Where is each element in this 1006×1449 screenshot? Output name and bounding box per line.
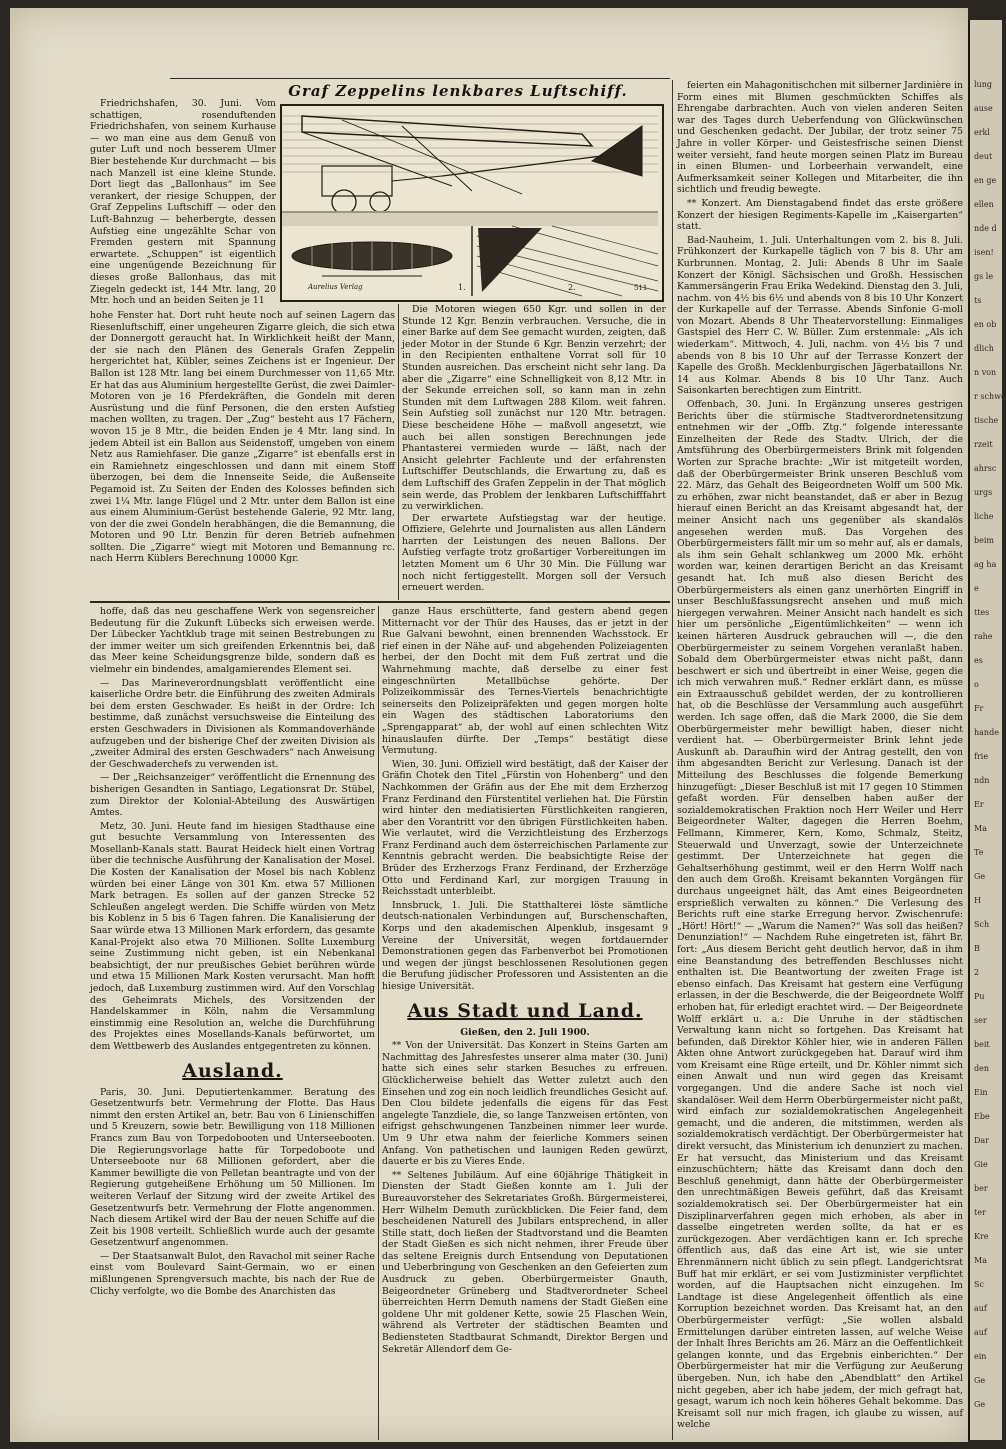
section-divider [90, 601, 670, 603]
adjacent-page-edge [968, 20, 1006, 1440]
adjacent-page-fragment: ser [974, 1016, 987, 1025]
column-rule [378, 606, 379, 1440]
marine-paragraph: — Das Marineverordnungsblatt veröffentlicht eine kaiserliche Ordre betr. die Einführung des zweiten Admirals bei dem ersten Geschwader. Es heißt in der Ordre: Ich bestimme, daß zunächst versuchsweise die Einteilung des ersten Geschwaders in Divisionen als Kommandoverhände aufzugeben und der bisherige Chef der zweiten Division als „zweiter Admiral des ersten Geschwaders“ nach Anweisung der Geschwaderchefs zu verwenden ist. [90, 677, 375, 770]
adjacent-page-fragment: isen! [974, 248, 994, 257]
top-rule [170, 78, 670, 79]
zeppelin-article-start [90, 98, 276, 312]
adjacent-page-fragment: Te [974, 848, 984, 857]
ausland-heading: Ausland. [182, 1059, 283, 1082]
adjacent-page-fragment: frie [974, 752, 989, 761]
adjacent-page-fragment: ahrsc [974, 464, 997, 473]
illustration-label-number: 511 [634, 284, 648, 292]
bulot-paragraph: — Der Staatsanwalt Bulot, den Ravachol mit seiner Rache einst vom Boulevard Saint-Germain, wo er einen mißlungenen Sprengversuch machte, bis nach der Rue de Clichy verfolgte, wo die Bombe des Anarchisten das [90, 1250, 375, 1297]
adjacent-page-fragment: rahe [974, 632, 993, 641]
airship-drawing [282, 106, 658, 296]
adjacent-page-fragment: Ge [974, 1376, 986, 1385]
adjacent-page-fragment: ber [974, 1184, 988, 1193]
konzert-paragraph: ** Konzert. Am Dienstagabend findet das erste größere Konzert der hiesigen Regiments-Kapelle im „Kaisergarten“ statt. [677, 197, 963, 233]
adjacent-page-fragment: ter [974, 1208, 986, 1217]
adjacent-page-fragment: ts [974, 296, 982, 305]
adjacent-page-fragment: tische [974, 416, 999, 425]
adjacent-page-fragment: beit [974, 1040, 990, 1049]
adjacent-page-fragment: auf [974, 1328, 987, 1337]
illustration-label-2: 2. [568, 283, 576, 292]
zeppelin-headline: Graf Zeppelins lenkbares Luftschiff. [288, 82, 628, 100]
adjacent-page-fragment: Kre [974, 1232, 989, 1241]
adjacent-page-fragment: Pu [974, 992, 985, 1001]
zeppelin-illustration [280, 104, 664, 302]
innsbruck-paragraph: Innsbruck, 1. Juli. Die Statthalterei löste sämtliche deutsch-nationalen Verbindungen auf, Burschenschaften, Korps und den akademischen Alpenklub, insgesamt 9 Vereine der Universität, wegen fortdauernder Demonstrationen gegen das Farbenverbot bei Promotionen und wegen der jüngst beschlossenen Resolutionen gegen die Berufung jüdischer Professoren und Assistenten an die hiesige Universität. [382, 899, 668, 992]
adjacent-page-fragment: e [974, 584, 979, 593]
adjacent-page-fragment: Ein [974, 1088, 988, 1097]
paris-bomb-paragraph: ganze Haus erschütterte, fand gestern abend gegen Mitternacht vor der Thür des Hauses, das er jetzt in der Rue Galvani bewohnt, einen brennenden Wachsstock. Er rief einen in der Nähe auf- und abgehenden Polizeiagenten herbei, der den Docht mit dem Fuß zertrat und die Wahrnehmung machte, daß derselbe zu einer fest eingeschnürten Metallbüchse gehörte. Der Polizeikommissär des Ternes-Viertels benachrichtigte seinerseits den Polizeipräfekten und gegen morgen holte ein Wagen des städtischen Laboratoriums den „Sprengapparat“ ab, der wohl auf einen schlechten Witz hinauslaufen dürfte. Der „Temps“ bestätigt diese Vermutung. [382, 606, 668, 757]
metz-paragraph: Metz, 30. Juni. Heute fand im hiesigen Stadthause eine gut besuchte Versammlung von Interessenten des Mosellanb-Kanals statt. Baurat Heideck hielt einen Vortrag über die technische Ausführung der Kanalisation der Mosel. Die Kosten der Kanalisation der Mosel bis nach Koblenz würden bei einer Länge von 301 Km. etwa 57 Millionen Mark betragen. Es sollen auf der ganzen Strecke 52 Schleußen angelegt werden. Die Schiffe würden von Metz bis Koblenz in 5 bis 6 Tagen fahren. Die Kanalisierung der Saar würde etwa 13 Millionen Mark erfordern, das gesamte Kanal-Projekt also etwa 70 Millionen. Sollte Luxemburg seine Zustimmung nicht geben, ist ein Nebenkanal beabsichtigt, der nur preußisches Gebiet berühren würde und etwa 15 Millionen Mark Kosten verursacht. Man hofft jedoch, daß Luxemburg zustimmen wird. Auf den Vorschlag des Geheimrats Michels, des Vorsitzenden der Handelskammer in Köln, nahm die Versammlung einstimmig eine Resolution an, welche die Durchführung des Projektes eines Mosellands-Kanals befürwortet, um dem Wettbewerb des Auslandes entgegentreten zu können. [90, 820, 375, 1052]
wien-paragraph: Wien, 30. Juni. Offiziell wird bestätigt, daß der Kaiser der Gräfin Chotek den Titel „Fürstin von Hohenberg“ und den Nachkommen der Gräfin aus der Ehe mit dem Erzherzog Franz Ferdinand den Fürstentitel verliehen hat. Die Fürstin wird hinter den mediatisierten Fürstlichkeiten rangieren, aber den Vorantritt vor den übrigen Fürstlichkeiten haben. Wie verlautet, wird die Verzichtleistung des Erzherzogs Franz Ferdinand auch dem österreichischen Parlamente zur Kenntnis gebracht werden. Die beabsichtigte Reise der Brüder des Erzherzogs Franz Ferdinand, der Erzherzöge Otto und Ferdinand Karl, zur morgigen Trauung in Reichsstadt unterbleibt. [382, 758, 668, 898]
adjacent-page-fragment: dlich [974, 344, 994, 353]
adjacent-page-fragment: r schwe [974, 392, 1006, 401]
adjacent-page-fragment: erkl [974, 128, 990, 137]
adjacent-page-fragment: deut [974, 152, 993, 161]
column-left-lower [90, 606, 375, 1440]
adjacent-page-fragment: ttes [974, 608, 990, 617]
adjacent-page-fragment: ein [974, 1352, 987, 1361]
luebeck-paragraph: hoffe, daß das neu geschaffene Werk von segensreicher Bedeutung für die Zukunft Lübecks sich erweisen werde. Der Lübecker Yachtklub trage mit seinen Bestrebungen zu der immer weiter um sich greifenden Erkenntnis bei, daß das Meer keine Scheidungsgrenze bilde, sondern daß es vielmehr ein bindendes, amalgamierendes Element sei. [90, 606, 375, 675]
offenbach-paragraph: Offenbach, 30. Juni. In Ergänzung unseres gestrigen Berichts über die stürmische Stadtverordnetensitzung entnehmen wir der „Offb. Ztg.“ folgende interessante Einzelheiten der Rede des Stadtv. Ulrich, der die Amtsführung des Oberbürgermeisters Brink mit folgenden Worten zur Sprache brachte: „Wir ist mitgeteilt worden, daß der Oberbürgermeister Brink unseren Beschluß vom 22. März, das Gehalt des Beigeordneten Wolff um 500 Mk. zu erhöhen, zwar nicht beanstandet, daß er aber in Bezug hierauf einen Bericht an das Kreisamt abgesandt hat, der meiner Ansicht nach uns gegenüber als skandalös angesehen werden muß. Das Vorgehen des Oberbürgermeisters fällt mir um so mehr auf, als er damals, als ihm sein Gehalt schlankweg um 2000 Mk. erhöht worden war, keinen derartigen Bericht an das Kreisamt gesandt hat. Ich muß also diesen Bericht des Oberbürgermeisters als einen ganz unerhörten Eingriff in unser Beschlußfassungsrecht ansehen und muß mich hiergegen verwahren. Meiner Ansicht nach handelt es sich hier um persönliche „Eigentümlichkeiten“ — wenn ich keinen härteren Ausdruck gebrauchen will —, die den Oberbürgermeister zu seinem Vorgehen veranlaßt haben. Sobald dem Oberbürgermeister etwas nicht paßt, dann beschwert er sich und übertreibt in einer Weise, gegen die ich mich verwahren muß.“ Redner erklärt dann, es müsse ein Extraausschuß gebildet werden, der zu kontrollieren hat, ob die Beschlüsse der Versammlung auch ausgeführt werden. Ich sage offen, daß die Mark 2000, die Sie dem Oberbürgermeister mehr bewilligt haben, dieser nicht verdient hat. — Oberbürgermeister Brink lehnt jede Auskunft ab. Daraufhin wird der Antrag gestellt, den von ihm abgesandten Bericht zur Verlesung. Danach ist der Mitteilung des Beschlusses die folgende Bemerkung hinzugefügt: „Dieser Beschluß ist mit 17 gegen 10 Stimmen gefaßt worden. Für denselben haben außer der sozialdemokratischen Fraktion noch Herr Weiler und Herr Beigeordneter Walter, dagegen die Herren Boehm, Fellmann, Kimmerer, Kern, Komo, Schmalz, Steitz, Steuerwald und Unverzagt, sowie der Unterzeichnete gestimmt. Der Unterzeichnete hat gegen die Gehaltserhöhung gestimmt, weil er den Herrn Wolff nach den auch dem Großh. Kreisamt bekannten Vorgängen für durchaus ungeeignet hält, das Amt eines Beigeordneten ersprießlich verwalten zu können.“ Die Verlesung des Berichts ruft eine starke Erregung hervor. Zwischenrufe: „Hört! Hört!“ — „Warum die Namen?“ Was soll das heißen? Denunziation!“ — Nachdem Ruhe eingetreten ist, fährt Br. fort: „Aus diesem Bericht geht deutlich hervor, daß in ihm eine Beanstandung des betreffenden Beschlusses nicht enthalten ist. Die Beantwortung der zweiten Frage ist ebenso einfach. Das Kreisamt hat gestern eine Verfügung erlassen, in der die Beschwerde, die der Beigeordnete Wolff erhoben hat, für erledigt erachtet wird. — Der Beigeordnete Wolff erklärt u. a.: Die Unruhe in der städtischen Verwaltung kann nicht so fortgehen. Das Kreisamt hat befunden, daß Direktor Köhler hier, wie in anderen Fällen Akten ohne Antwort zurückgegeben hat. Darauf wird ihm vom Kreisamt eine Rüge erteilt, und Dr. Köhler nimmt sich einen Anwalt und nun wird gegen das Kreisamt vorgegangen. Und die andere Sache ist noch viel skandalöser. Weil dem Herrn Oberbürgermeister nicht paßt, wird einfach zur sozialdemokratischen Angelegenheit gemacht, und die anderen, die mitstimmen, werden als sozialdemokratisch verdächtigt. Der Oberbürgermeister hat direkt versucht, das Ministerium ich denunziert zu machen. Er hat versucht, das Ministerium und das Kreisamt einzuschüchtern; hätte das Kreisamt dann doch den Beschluß genehmigt, dann hätte der Oberbürgermeister den unrechtmäßigen Beweis geführt, daß das Kreisamt sozialdemokratisch sei. Der Oberbürgermeister hat ein Disziplinarverfahren gegen mich erhoben, als aber in dasselbe eingetreten werden sollte, da hat er es zurückgezogen. Aber verdächtigen kann er. Ich spreche öffentlich aus, daß das eine Art ist, wie sie unter Ehrenmännern nicht üblich zu sein pflegt. Landgerichtsrat Buff hat mir erklärt, er sei vom Justizminister verpflichtet worden, auf die Hauptsachen nicht einzugehen. Im Landtage ist diese Angelegenheit öffentlich als eine Korruption bezeichnet worden. Das Kreisamt hat, an den Oberbürgermeister verfügt: „Sie wollen alsbald Ermittelungen darüber eintreten lassen, auf welche Weise der Inhalt Ihres Berichts am 26. März an die Oeffentlichkeit gelangen konnte, und das Ergebnis einberichten.“ Der Oberbürgermeister hat mir die Verfügung zur Aeußerung übergeben. Nun, ich habe den „Abendblatt“ den Artikel nicht gegeben, aber ich habe jedem, der mich gefragt hat, gesagt, warum ich noch kein höheres Gehalt bekomme. Das Kreisamt soll nur mich fragen, ich glaube zu wissen, auf welche [677, 399, 963, 1431]
adjacent-page-fragment: Ge [974, 872, 986, 881]
adjacent-page-fragment: H [974, 896, 981, 905]
adjacent-page-fragment: urgs [974, 488, 993, 497]
giessen-dateline: Gießen, den 2. Juli 1900. [460, 1026, 590, 1038]
zeppelin-paragraph-1: Friedrichshafen, 30. Juni. Vom schattigen, rosenduftenden Friedrichshafen, von seinem Kurhause — wo man eine aus dem Genuß von guter Luft und noch besserem Ulmer Bier bestehende Kur durchmacht — bis nach Manzell ist eine kleine Stunde. Dort liegt das „Ballonhaus“ im See verankert, der riesige Schuppen, der Graf Zeppelins Luftschiff — oder den Luft-Bahnzug — beherbergte, dessen Aufstieg eine ungezählte Schar von Fremden gestern mit Spannung erwartete. „Schuppen“ ist eigentlich eine ungenügende Bezeichnung für dieses große Ballonhaus, das mit Ziegeln gedeckt ist, 144 Mtr. lang, 20 Mtr. hoch und an beiden Seiten je 11 [90, 98, 276, 307]
adjacent-page-fragment: Sc [974, 1280, 984, 1289]
adjacent-page-fragment: ause [974, 104, 993, 113]
zeppelin-article-right [402, 304, 666, 600]
adjacent-page-fragment: B [974, 944, 980, 953]
zeppelin-paragraph-3: Der erwartete Aufstiegstag war der heutige. Offiziere, Gelehrte und Journalisten aus allen Ländern harrten der Leistungen des neuen Ballons. Der Aufstieg verfagte trotz großartiger Vorbereitungen im letzten Moment um 6 Uhr 30 Min. Die Füllung war noch nicht fertiggestellt. Morgen soll der Versuch erneuert werden. [402, 512, 666, 594]
column-right [677, 80, 963, 1440]
adjacent-page-fragment: ag ha [974, 560, 997, 569]
newspaper-page [10, 8, 968, 1442]
adjacent-page-fragment: n von [974, 368, 997, 377]
adjacent-page-fragment: hande [974, 728, 999, 737]
paris-paragraph: Paris, 30. Juni. Deputiertenkammer. Beratung des Gesetzentwurfs betr. Vermehrung der Flotte. Das Haus nimmt den ersten Artikel an, betr. Bau von 6 Linienschiffen und 5 Kreuzern, sowie betr. Bewilligung von 118 Millionen Francs zum Bau von Torpedobooten und Unterseebooten. Die Regierungsvorlage hatte für Torpedoboote und Unterseeboote nur 68 Millionen gefordert, aber die Kammer bewilligte die von Pelletan beantragte und von der Regierung gutgeheißene Erhöhung um 50 Millionen. Im weiteren Verlauf der Sitzung wird der zweite Artikel des Gesetzentwurfs betr. Vermehrung der Flotte angenommen. Nach diesem Artikel wird der Bau der neuen Schiffe auf die Zeit bis 1908 verteilt. Schließlich wurde auch der gesamte Gesetzentwurf angenommen. [90, 1086, 375, 1249]
jubilar-continued-paragraph: feierten ein Mahagonitischchen mit silberner Jardinière in Form eines mit Blumen geschmückten Schiffes als Ehrengabe darbrachten. Auch von vielen anderen Seiten war des Tages durch Ueberfendung von Glückwünschen und Geschenken gedacht. Der Jubilar, der trotz seiner 75 Jahre in voller Körper- und Geistesfrische seinen Dienst weiter versieht, fand heute morgen seinen Platz im Bureau in einen Blumen- und Lorbeerhain verwandelt, eine Aufmerksamkeit seiner Kollegen und Mitarbeiter, die ihn sichtlich und freudig bewegte. [677, 80, 963, 196]
bad-nauheim-paragraph: Bad-Nauheim, 1. Juli. Unterhaltungen vom 2. bis 8. Juli. Frühkonzert der Kurkapelle täglich von 7 bis 8. Uhr am Kurbrunnen. Montag, 2. Juli: Abends 8 Uhr im Saale Konzert der Königl. Sächsischen und Großh. Hessischen Kammersängerin Frau Erika Wedekind. Dienstag den 3. Juli, nachm. von 4½ bis 6½ und abends von 8 bis 10 Uhr Konzert der Kurkapelle auf der Terrasse. Abends Sinfonie G-moll von Mozart. Abends 8 Uhr Theatervorstellung: Einmaliges Gastspiel des Herr C. W. Büller. Zum erstenmale: „Als ich wiederkam“. Mittwoch, 4. Juli, nachm. von 4½ bis 7 und abends von 8 bis 10 Uhr auf der Terrasse Konzert der Kapelle des Großh. Mecklenburgischen Jägerbataillons Nr. 14 aus Kolmar. Abends 8 bis 10 Uhr Tanz. Auch Saisonkarten berechtigen zum Eintritt. [677, 234, 963, 397]
universitaet-paragraph: ** Von der Universität. Das Konzert in Steins Garten am Nachmittag des Jahresfestes unserer alma mater (30. Juni) hatte sich eines sehr starken Besuches zu erfreuen. Glücklicherweise behielt das Wetter zuletzt auch den Einsehen und zog ein noch leidlich freundliches Gesicht auf. Den Clou bildete jedenfalls die eigens für das Fest angelegte Tanzdiele, die, so lange Tanzweisen ertönten, von eifrigst gehschwungenen Tanzbeinen nimmer leer wurde. Um 9 Uhr etwa nahm der feierliche Kommers seinen Anfang. Von pathetischen und launigen Reden gewürzt, dauerte er bis zu Vieres Ende. [382, 1040, 668, 1168]
adjacent-page-fragment: Ma [974, 824, 987, 833]
adjacent-page-fragment: nde d [974, 224, 997, 233]
adjacent-page-fragment: ndn [974, 776, 990, 785]
zeppelin-article-continued [90, 310, 395, 600]
adjacent-page-fragment: Fr [974, 704, 984, 713]
adjacent-page-fragment: Sch [974, 920, 990, 929]
adjacent-page-fragment: Ge [974, 1400, 986, 1409]
adjacent-page-fragment: ellen [974, 200, 994, 209]
adjacent-page-fragment: rzeit [974, 440, 993, 449]
adjacent-page-fragment: o [974, 680, 979, 689]
adjacent-page-fragment: en ob [974, 320, 997, 329]
adjacent-page-fragment: es [974, 656, 983, 665]
jubilaeum-paragraph: ** Seltenes Jubiläum. Auf eine 60jährige Thätigkeit in Diensten der Stadt Gießen konnte am 1. Juli der Bureauvorsteher des Sekretariates Großh. Bürgermeisterei, Herr Wilhelm Demuth zurückblicken. Die Feier fand, dem bescheidenen Naturell des Jubilars entsprechend, in aller Stille statt, doch ließen der Stadtvorstand und die Beamten der Stadt Gießen es sich nicht nehmen, ihrer Freude über das seltene Ereignis durch Entsendung von Deputationen und Ueberbringung von Geschenken an den Gefeierten zum Ausdruck zu geben. Oberbürgermeister Gnauth, Beigeordneter Grüneberg und Stadtverordneter Scheel überreichten Herrn Demuth namens der Stadt Gießen eine goldene Uhr mit goldener Kette, sowie 25 Flaschen Wein, während als Vertreter der städtischen Beamten und Bediensteten Stadtbaurat Schmandt, Direktor Bergen und Sekretär Allendorf dem Ge- [382, 1169, 668, 1355]
column-rule [672, 80, 673, 1440]
zeppelin-paragraph-2: Die Motoren wiegen 650 Kgr. und sollen in der Stunde 12 Kgr. Benzin verbrauchen. Versuche, die in einer Barke auf dem See gemacht wurden, zeigten, daß jeder Motor in der Stunde 6 Kgr. Benzin verzehrt; der in den Recipienten enthaltene Vorrat soll für 10 Stunden ausreichen. Das erscheint nicht sehr lang. Da aber die „Zigarre“ eine Schnelligkeit von 8,12 Mtr. in der Sekunde erreichen soll, so kann man in zehn Stunden mit dem Luftwagen 288 Kilom. weit fahren. Sein Aufstieg soll zunächst nur 120 Mtr. betragen. Diese bescheidene Höhe — maßvoll angesetzt, wie auch bei allen sonstigen Berechnungen jede Phantasterei vermieden wurde — läßt, nach der Ansicht gelehrter Fachleute und der erfahrensten Luftschiffer Deutschlands, die Erwartung zu, daß es dem Luftschiff des Grafen Zeppelin in der That möglich sein werde, das Problem der lenkbaren Luftschifffahrt zu verwirklichen. [402, 304, 666, 513]
adjacent-page-fragment: gs le [974, 272, 994, 281]
adjacent-page-fragment: Dar [974, 1136, 990, 1145]
adjacent-page-fragment: en ge [974, 176, 997, 185]
column-middle-lower [382, 606, 668, 1440]
reichsanzeiger-paragraph: — Der „Reichsanzeiger“ veröffentlicht die Ernennung des bisherigen Gesandten in Santiago, Legationsrat Dr. Stübel, zum Direktor der Kolonial-Abteilung des Auswärtigen Amtes. [90, 772, 375, 819]
adjacent-page-fragment: Er [974, 800, 984, 809]
illustration-credit: Aurelius Verlag [308, 283, 363, 291]
adjacent-page-fragment: auf [974, 1304, 987, 1313]
adjacent-page-fragment: Gie [974, 1160, 988, 1169]
column-rule [398, 304, 399, 600]
adjacent-page-fragment: Ebe [974, 1112, 990, 1121]
adjacent-page-fragment: lung [974, 80, 992, 89]
adjacent-page-fragment: liche [974, 512, 994, 521]
illustration-label-1: 1. [458, 283, 466, 292]
adjacent-page-fragment: beim [974, 536, 994, 545]
adjacent-page-fragment: 2 [974, 968, 980, 977]
adjacent-page-fragment: den [974, 1064, 990, 1073]
adjacent-page-fragment: Ma [974, 1256, 987, 1265]
stadt-und-land-heading: Aus Stadt und Land. [407, 999, 643, 1022]
zeppelin-paragraph-1-continued: hohe Fenster hat. Dort ruht heute noch auf seinen Lagern das Riesenluftschiff, einer ungeheuren Zigarre gleich, die sich etwa der Donnergott geraucht hat. In Wirklichkeit heißt der Mann, der sie nach den Plänen des Generals Grafen Zeppelin hergerichtet hat, Kübler, seines Zeichens ist er Ingenieur. Der Ballon ist 128 Mtr. lang bei einem Durchmesser von 11,65 Mtr. Er hat das aus Aluminium hergestellte Gerüst, die zwei Daimler-Motoren von je 16 Pferdekräften, die Gondeln mit deren Ausrüstung und die fünf Personen, die den ersten Aufstieg machen wollten, zu tragen. Der „Zug“ besteht aus 17 Fächern, wovon 15 je 8 Mtr., die beiden Enden je 4 Mtr. lang sind. In jedem Abteil ist ein Ballon aus Seidenstoff, umgeben von einem Netz aus Ramiehfaser. Die ganze „Zigarre“ ist ebenfalls erst in ein Ramiehnetz eingeschlossen und dann mit einem Stoff überzogen, bei dem die Innenseite Seide, die Außenseite Pegamoid ist. Zu Seiten der Enden des Kolosses befinden sich zwei 1¼ Mtr. lange Flügel und 2 Mtr. unter dem Ballon ist eine aus einem Aluminium-Gerüst bestehende Galerie, 92 Mtr. lang, von der die zwei Gondeln herabhängen, die die Bemannung, die Motoren und 90 Ltr. Benzin für deren Betrieb aufnehmen sollten. Die „Zigarre“ wiegt mit Motoren und Bemannung rc. nach Herrn Küblers Berechnung 10000 Kgr. [90, 310, 395, 565]
